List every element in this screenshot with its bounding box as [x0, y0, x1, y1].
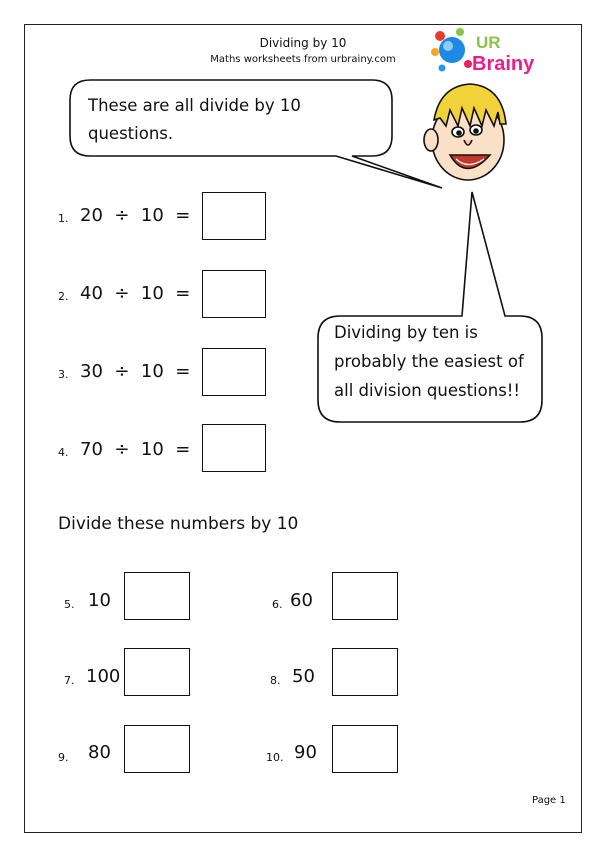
page-number: Page 1 — [532, 795, 566, 806]
question-number: 6. — [272, 598, 283, 611]
page-title: Dividing by 10 — [259, 36, 347, 50]
question-number: 8. — [270, 674, 281, 687]
divisor: 10 — [140, 361, 164, 382]
answer-box-9[interactable] — [124, 725, 190, 773]
answer-box-7[interactable] — [124, 648, 190, 696]
divide-sign: ÷ — [114, 439, 130, 460]
question-number: 5. — [64, 598, 75, 611]
equals-sign: = — [175, 283, 191, 304]
question-number: 7. — [64, 674, 75, 687]
equals-sign: = — [175, 205, 191, 226]
number-value: 100 — [86, 666, 121, 687]
divide-sign: ÷ — [114, 283, 130, 304]
number-value: 10 — [88, 590, 111, 611]
logo-text-ur: UR — [476, 33, 501, 52]
equals-sign: = — [175, 439, 191, 460]
question-number: 2. — [58, 290, 69, 303]
question-text — [80, 439, 190, 460]
answer-box-1[interactable] — [202, 192, 266, 240]
question-number: 10. — [266, 751, 284, 764]
number-value: 80 — [88, 742, 111, 763]
intro-bubble-text: These are all divide by 10 questions. — [88, 96, 301, 143]
divisor: 10 — [140, 439, 164, 460]
dividend: 30 — [80, 361, 103, 382]
answer-box-6[interactable] — [332, 572, 398, 620]
divide-sign: ÷ — [114, 205, 130, 226]
answer-box-3[interactable] — [202, 348, 266, 396]
number-value: 50 — [292, 666, 315, 687]
number-value: 90 — [294, 742, 317, 763]
question-number: 3. — [58, 368, 69, 381]
number-value: 60 — [290, 590, 313, 611]
divide-sign: ÷ — [114, 361, 130, 382]
question-text — [80, 205, 190, 226]
question-number: 1. — [58, 212, 69, 225]
answer-box-4[interactable] — [202, 424, 266, 472]
cartoon-boy — [424, 84, 506, 180]
divisor: 10 — [140, 283, 164, 304]
answer-box-10[interactable] — [332, 725, 398, 773]
answer-box-2[interactable] — [202, 270, 266, 318]
question-text — [80, 283, 190, 304]
question-number: 9. — [58, 751, 69, 764]
dividend: 40 — [80, 283, 103, 304]
question-text — [80, 361, 190, 382]
dividend: 70 — [80, 439, 103, 460]
equals-sign: = — [175, 361, 191, 382]
answer-box-8[interactable] — [332, 648, 398, 696]
logo-text-brainy: Brainy — [472, 53, 535, 75]
divisor: 10 — [140, 205, 164, 226]
section-heading: Divide these numbers by 10 — [58, 514, 299, 534]
answer-box-5[interactable] — [124, 572, 190, 620]
dividend: 20 — [80, 205, 103, 226]
question-number: 4. — [58, 446, 69, 459]
tip-bubble-text: Dividing by ten is probably the easiest of all division questions!! — [334, 323, 524, 400]
page-subtitle: Maths worksheets from urbrainy.com — [210, 54, 396, 65]
